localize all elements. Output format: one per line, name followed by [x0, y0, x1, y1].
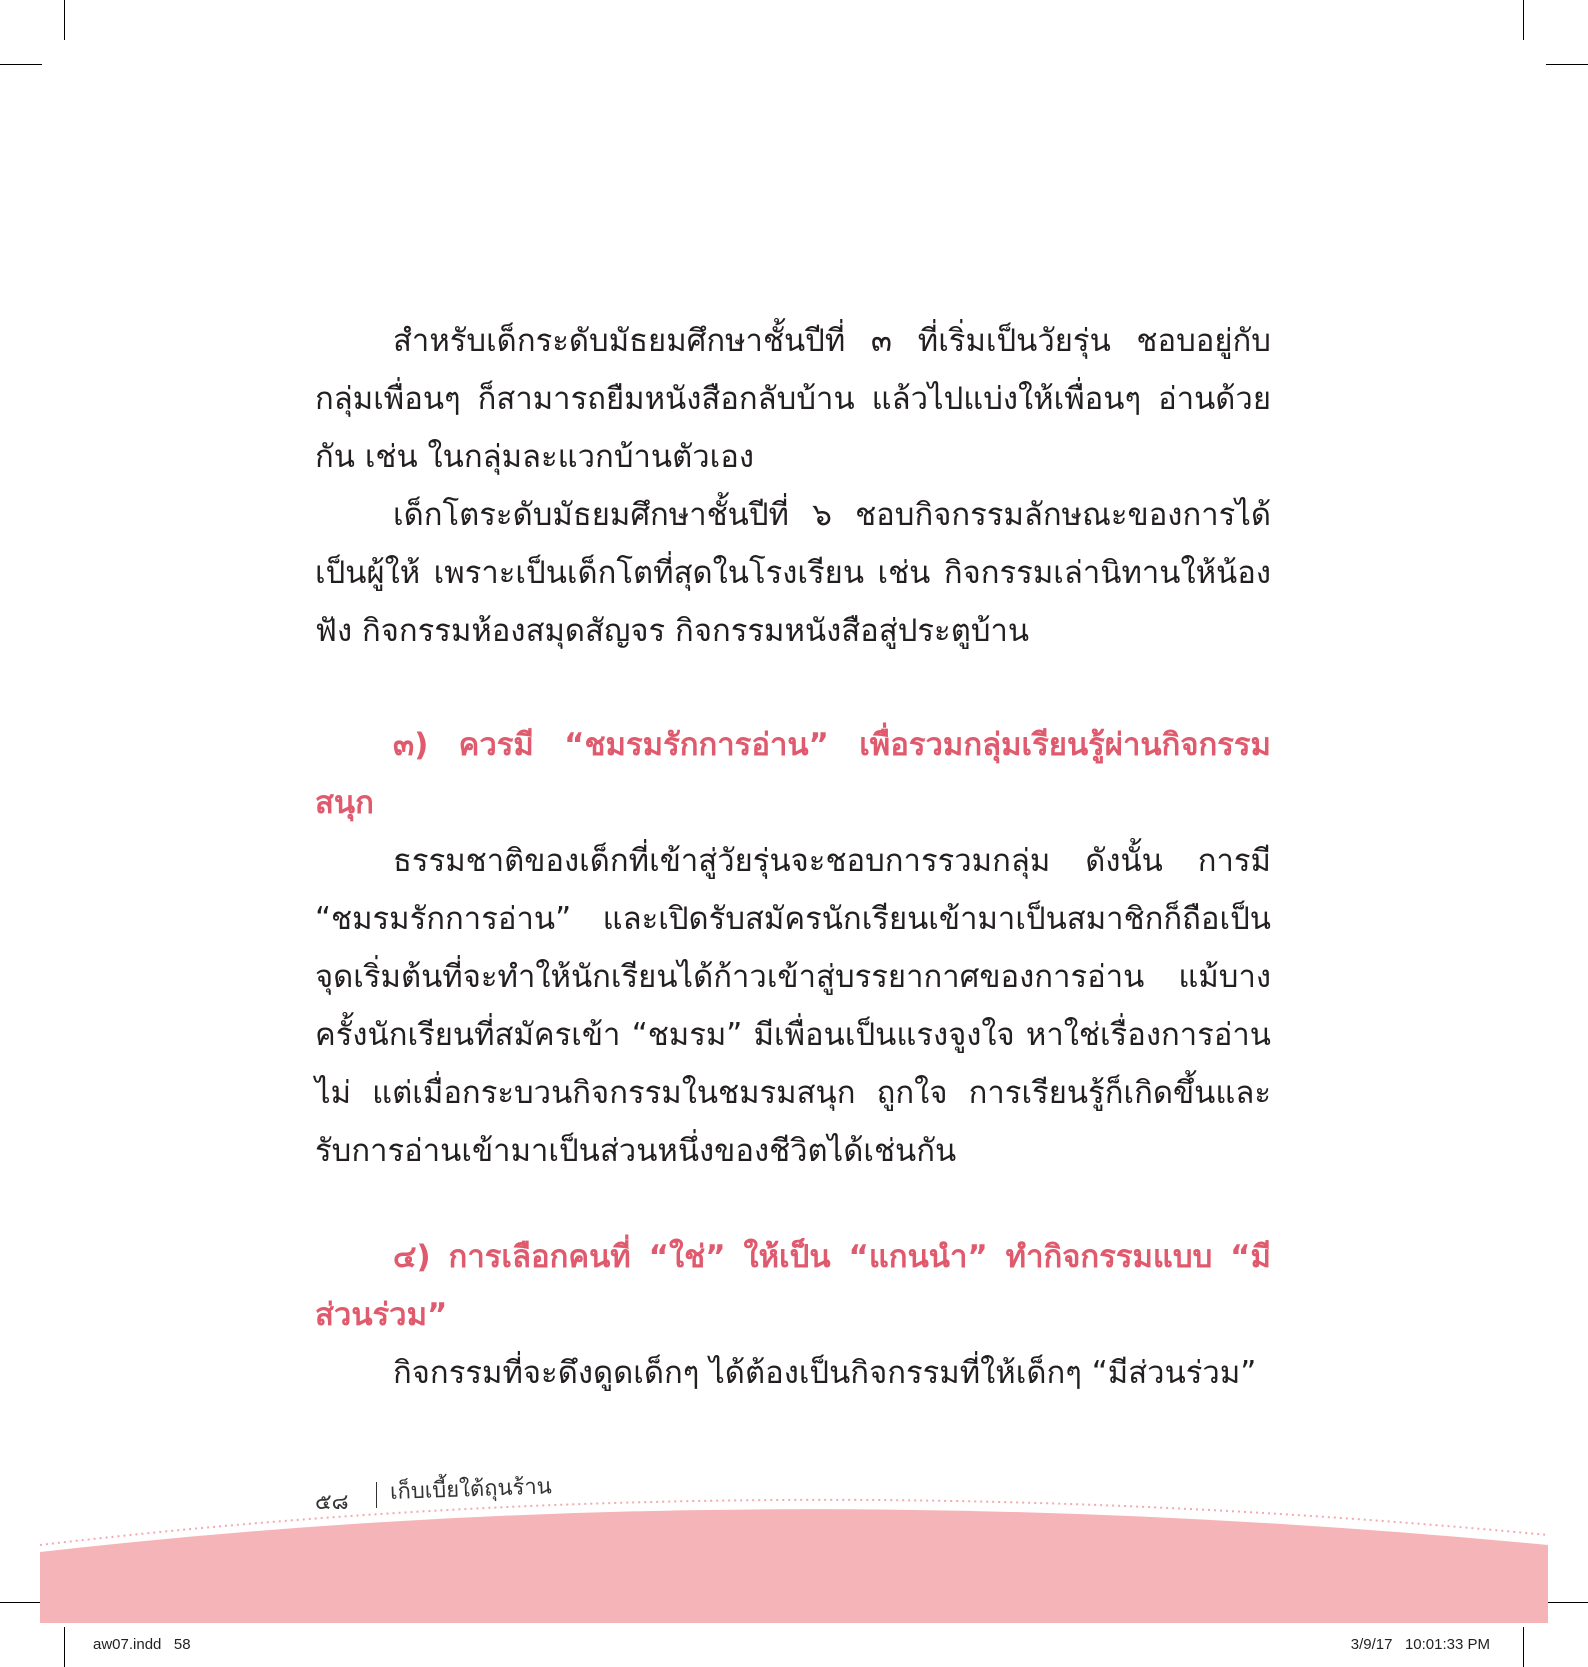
paragraph-grade-12: เด็กโตระดับมัธยมศึกษาชั้นปีที่ ๖ ชอบกิจกรรมลักษณะของการได้เป็นผู้ให้ เพราะเป็นเด็กโตที่สุดในโรงเรียน เช่น กิจกรรมเล่านิทานให้น้องฟัง กิจกรรมห้องสมุดสัญจร กิจกรรมหนังสือสู่ประตูบ้าน — [315, 497, 1271, 649]
page-number: ๕๘ — [315, 1490, 349, 1515]
crop-mark-top-right-vertical — [1523, 0, 1524, 40]
crop-mark-top-right-horizontal — [1546, 64, 1588, 65]
spacer — [315, 660, 1271, 716]
crop-mark-top-left-horizontal — [0, 64, 42, 65]
slug-file-info: aw07.indd 58 — [93, 1636, 191, 1653]
section-heading-4: ๔) การเลือกคนที่ “ใช่” ให้เป็น “แกนนำ” ทำกิจกรรมแบบ “มีส่วนร่วม” — [315, 1239, 1271, 1333]
running-footer-title: เก็บเบี้ยใต้ถุนร้าน — [389, 1474, 553, 1505]
crop-mark-top-left-vertical — [64, 0, 65, 40]
crop-mark-bottom-right-vertical — [1523, 1627, 1524, 1667]
paragraph-grade-9: สำหรับเด็กระดับมัธยมศึกษาชั้นปีที่ ๓ ที่เริ่มเป็นวัยรุ่น ชอบอยู่กับกลุ่มเพื่อนๆ ก็สามารถยืมหนังสือกลับบ้าน แล้วไปแบ่งให้เพื่อนๆ อ่านด้วยกัน เช่น ในกลุ่มละแวกบ้านตัวเอง — [315, 323, 1271, 475]
section-heading-3: ๓) ควรมี “ชมรมรักการอ่าน” เพื่อรวมกลุ่มเรียนรู้ผ่านกิจกรรมสนุก — [315, 727, 1271, 821]
footer-pink-band — [0, 1490, 1588, 1630]
slug-datetime: 3/9/17 10:01:33 PM — [1350, 1636, 1490, 1653]
page-body — [315, 312, 1271, 1402]
paragraph-reading-club: ธรรมชาติของเด็กที่เข้าสู่วัยรุ่นจะชอบการรวมกลุ่ม ดังนั้น การมี “ชมรมรักการอ่าน” และเปิดรับสมัครนักเรียนเข้ามาเป็นสมาชิกก็ถือเป็นจุดเริ่มต้นที่จะทำให้นักเรียนได้ก้าวเข้าสู่บรรยากาศของการอ่าน แม้บางครั้งนักเรียนที่สมัครเข้า “ชมรม” มีเพื่อนเป็นแรงจูงใจ หาใช่เรื่องการอ่านไม่ แต่เมื่อกระบวนกิจกรรมในชมรมสนุก ถูกใจ การเรียนรู้ก็เกิดขึ้นและรับการอ่านเข้ามาเป็นส่วนหนึ่งของชีวิตได้เช่นกัน — [315, 843, 1271, 1169]
crop-mark-bottom-left-vertical — [64, 1627, 65, 1667]
footer-separator — [376, 1482, 377, 1508]
paragraph-participation: กิจกรรมที่จะดึงดูดเด็กๆ ได้ต้องเป็นกิจกรรมที่ให้เด็กๆ “มีส่วนร่วม” — [393, 1355, 1257, 1391]
spacer — [315, 1180, 1271, 1228]
